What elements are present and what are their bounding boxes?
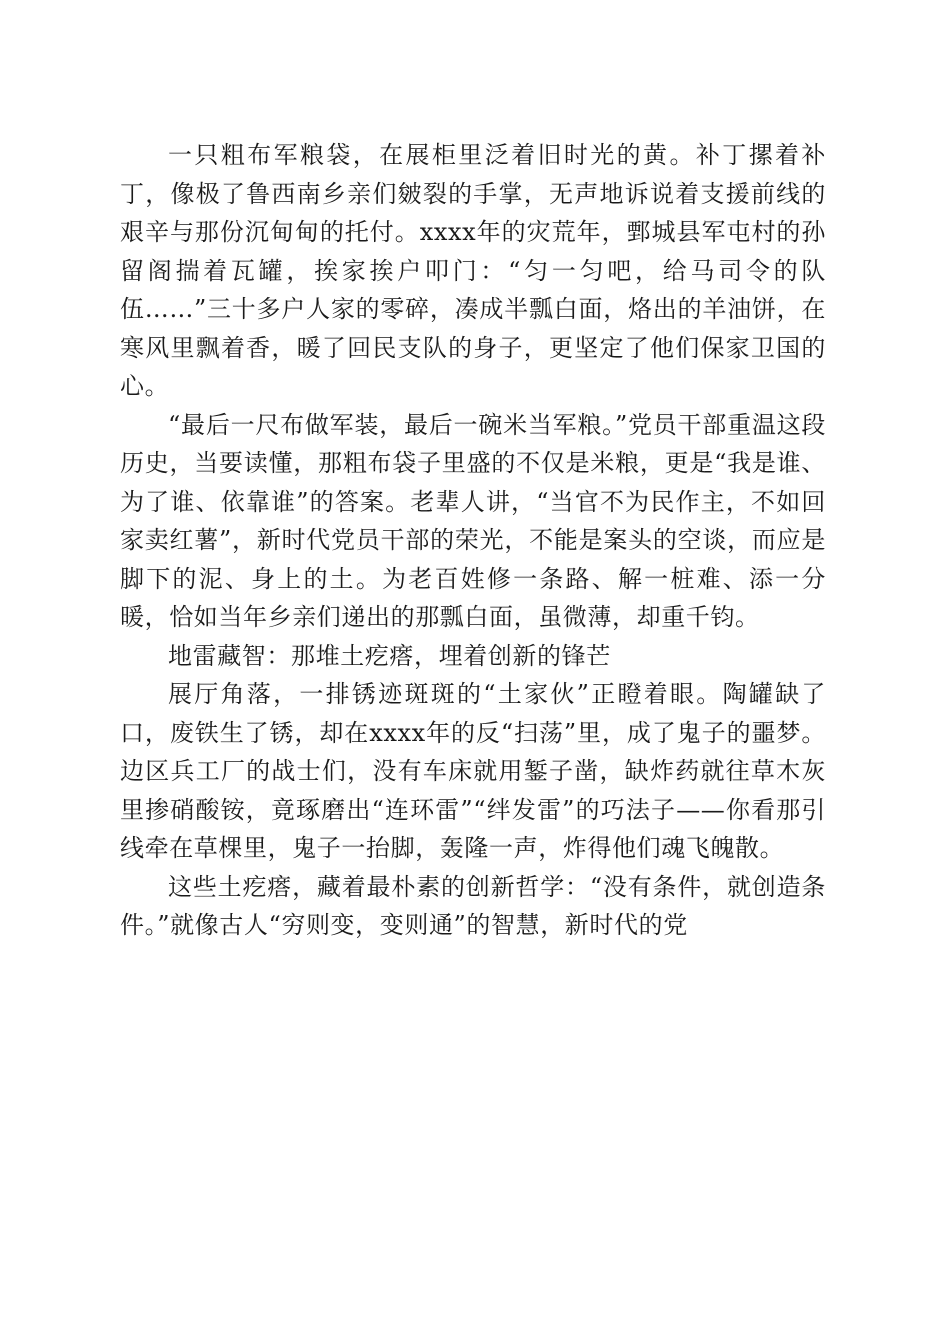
- section-heading-landmines: 地雷藏智：那堆土疙瘩，埋着创新的锋芒: [168, 641, 611, 670]
- paragraph-innovation-philosophy: 这些土疙瘩，藏着最朴素的创新哲学：“没有条件，就创造条件。”就像古人“穷则变，变则通”的智慧，新时代的党: [120, 872, 826, 939]
- paragraph-party-reflection: “最后一尺布做军装，最后一碗米当军粮。”党员干部重温这段历史，当要读懂，那粗布袋子里盛的不仅是米粮，更是“我是谁、为了谁、依靠谁”的答案。老辈人讲，“当官不为民作主，不如回家卖红薯”，新时代党员干部的荣光，不能是案头的空谈，而应是脚下的泥、身上的土。为老百姓修一条路、解一桩难、添一分暖，恰如当年乡亲们递出的那瓢白面，虽微薄，却重千钧。: [120, 410, 826, 631]
- paragraph-grain-bag: 一只粗布军粮袋，在展柜里泛着旧时光的黄。补丁摞着补丁，像极了鲁西南乡亲们皴裂的手掌，无声地诉说着支援前线的艰辛与那份沉甸甸的托付。xxxx年的灾荒年，鄄城县军屯村的孙留阁揣着瓦罐，挨家挨户叩门：“匀一匀吧，给马司令的队伍……”三十多户人家的零碎，凑成半瓢白面，烙出的羊油饼，在寒风里飘着香，暖了回民支队的身子，更坚定了他们保家卫国的心。: [120, 141, 826, 400]
- paragraph-landmine-exhibit: 展厅角落，一排锈迹斑斑的“土家伙”正瞪着眼。陶罐缺了口，废铁生了锈，却在xxxx年的反“扫荡”里，成了鬼子的噩梦。边区兵工厂的战士们，没有车床就用錾子凿，缺炸药就往草木灰里掺硝酸铵，竟琢磨出“连环雷”“绊发雷”的巧法子——你看那引线牵在草棵里，鬼子一抬脚，轰隆一声，炸得他们魂飞魄散。: [120, 680, 826, 862]
- document-body: [120, 136, 826, 945]
